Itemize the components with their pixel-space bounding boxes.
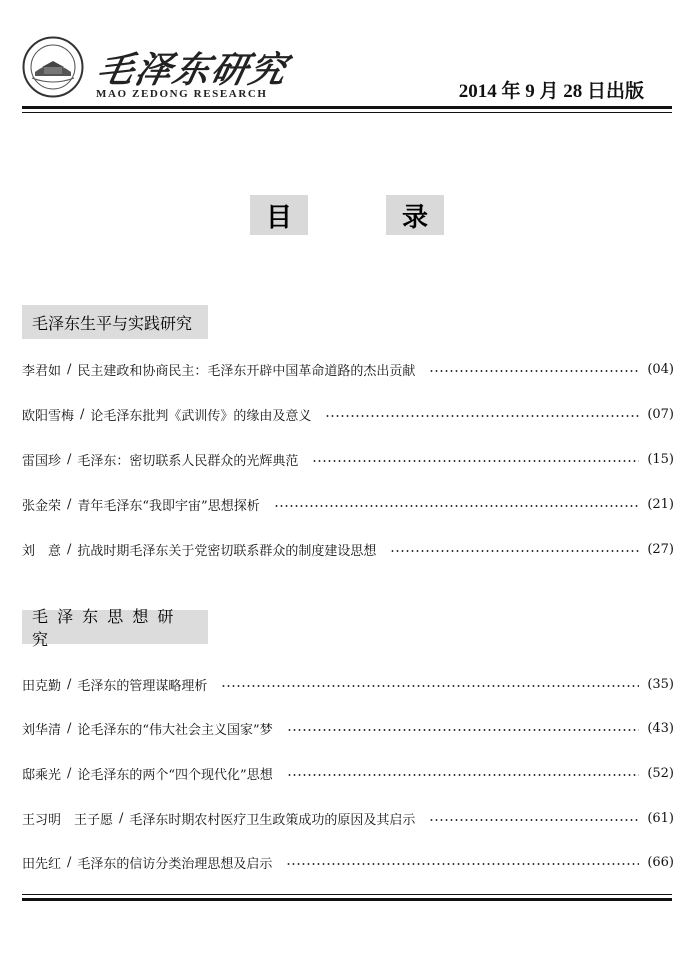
header-rule-thin [22, 112, 672, 113]
journal-title-cn: 毛泽东研究 [93, 49, 292, 91]
entry-separator: / [67, 676, 72, 692]
entry-author: 田先红 [22, 856, 62, 872]
toc-entry[interactable] [22, 493, 674, 515]
leader-dots [429, 819, 639, 821]
entry-page: (61) [647, 810, 674, 826]
entry-author: 刘华清 [22, 722, 62, 738]
header-rule-thick [22, 106, 672, 109]
entry-title: 毛泽东：密切联系人民群众的光辉典范 [77, 453, 299, 469]
entry-page: (21) [647, 496, 674, 512]
entry-separator: / [67, 541, 72, 557]
leader-dots [287, 729, 640, 731]
footer-rule-thick [22, 898, 672, 901]
leader-dots [221, 685, 639, 687]
entry-title: 论毛泽东的两个“四个现代化”思想 [77, 767, 273, 783]
toc-entry[interactable] [22, 717, 674, 739]
page-header [0, 0, 700, 115]
entry-title: 毛泽东的管理谋略理析 [77, 678, 208, 694]
entry-title: 毛泽东时期农村医疗卫生政策成功的原因及其启示 [129, 812, 416, 828]
toc-entry[interactable] [22, 358, 674, 380]
toc-title-lu: 录 [386, 195, 444, 235]
toc-entry[interactable] [22, 403, 674, 425]
entry-title: 毛泽东的信访分类治理思想及启示 [77, 856, 273, 872]
entry-author: 王习明 王子愿 [22, 812, 114, 828]
leader-dots [286, 863, 639, 865]
toc-entry[interactable] [22, 538, 674, 560]
entry-author: 雷国珍 [22, 453, 62, 469]
entry-separator: / [80, 406, 85, 422]
section-heading-life-practice: 毛泽东生平与实践研究 [22, 305, 208, 339]
entry-separator: / [67, 854, 72, 870]
entry-page: (43) [647, 720, 674, 736]
entry-page: (35) [647, 676, 674, 692]
toc-entry[interactable] [22, 673, 674, 695]
toc-title-mu: 目 [250, 195, 308, 235]
entry-title: 民主建政和协商民主：毛泽东开辟中国革命道路的杰出贡献 [77, 363, 416, 379]
entry-separator: / [67, 496, 72, 512]
entry-author: 张金荣 [22, 498, 62, 514]
entry-title: 论毛泽东的“伟大社会主义国家”梦 [77, 722, 273, 738]
entry-title: 论毛泽东批判《武训传》的缘由及意义 [90, 408, 312, 424]
leader-dots [325, 415, 639, 417]
entry-author: 田克勤 [22, 678, 62, 694]
toc-entry[interactable] [22, 448, 674, 470]
section-heading-thought: 毛 泽 东 思 想 研 究 [22, 610, 208, 644]
entry-separator: / [67, 720, 72, 736]
entry-page: (04) [647, 361, 674, 377]
entry-author: 李君如 [22, 363, 62, 379]
leader-dots [287, 774, 640, 776]
journal-title-en: MAO ZEDONG RESEARCH [96, 88, 268, 100]
entry-page: (27) [647, 541, 674, 557]
entry-title: 抗战时期毛泽东关于党密切联系群众的制度建设思想 [77, 543, 377, 559]
leader-dots [390, 550, 639, 552]
entry-page: (15) [647, 451, 674, 467]
footer-rule-thin [22, 894, 672, 895]
entry-page: (52) [647, 765, 674, 781]
leader-dots [429, 370, 639, 372]
toc-entry[interactable] [22, 851, 674, 873]
publication-date: 2014 年 9 月 28 日出版 [458, 81, 644, 102]
entry-page: (07) [647, 406, 674, 422]
entry-author: 欧阳雪梅 [22, 408, 75, 424]
entry-title: 青年毛泽东“我即宇宙”思想探析 [77, 498, 260, 514]
entry-separator: / [67, 765, 72, 781]
entry-author: 刘 意 [22, 543, 62, 559]
toc-entry[interactable] [22, 807, 674, 829]
entry-separator: / [119, 810, 124, 826]
journal-seal-logo [22, 36, 84, 98]
entry-author: 邸乘光 [22, 767, 62, 783]
leader-dots [312, 460, 639, 462]
entry-page: (66) [647, 854, 674, 870]
entry-separator: / [67, 361, 72, 377]
toc-entry[interactable] [22, 762, 674, 784]
entry-separator: / [67, 451, 72, 467]
leader-dots [274, 505, 640, 507]
